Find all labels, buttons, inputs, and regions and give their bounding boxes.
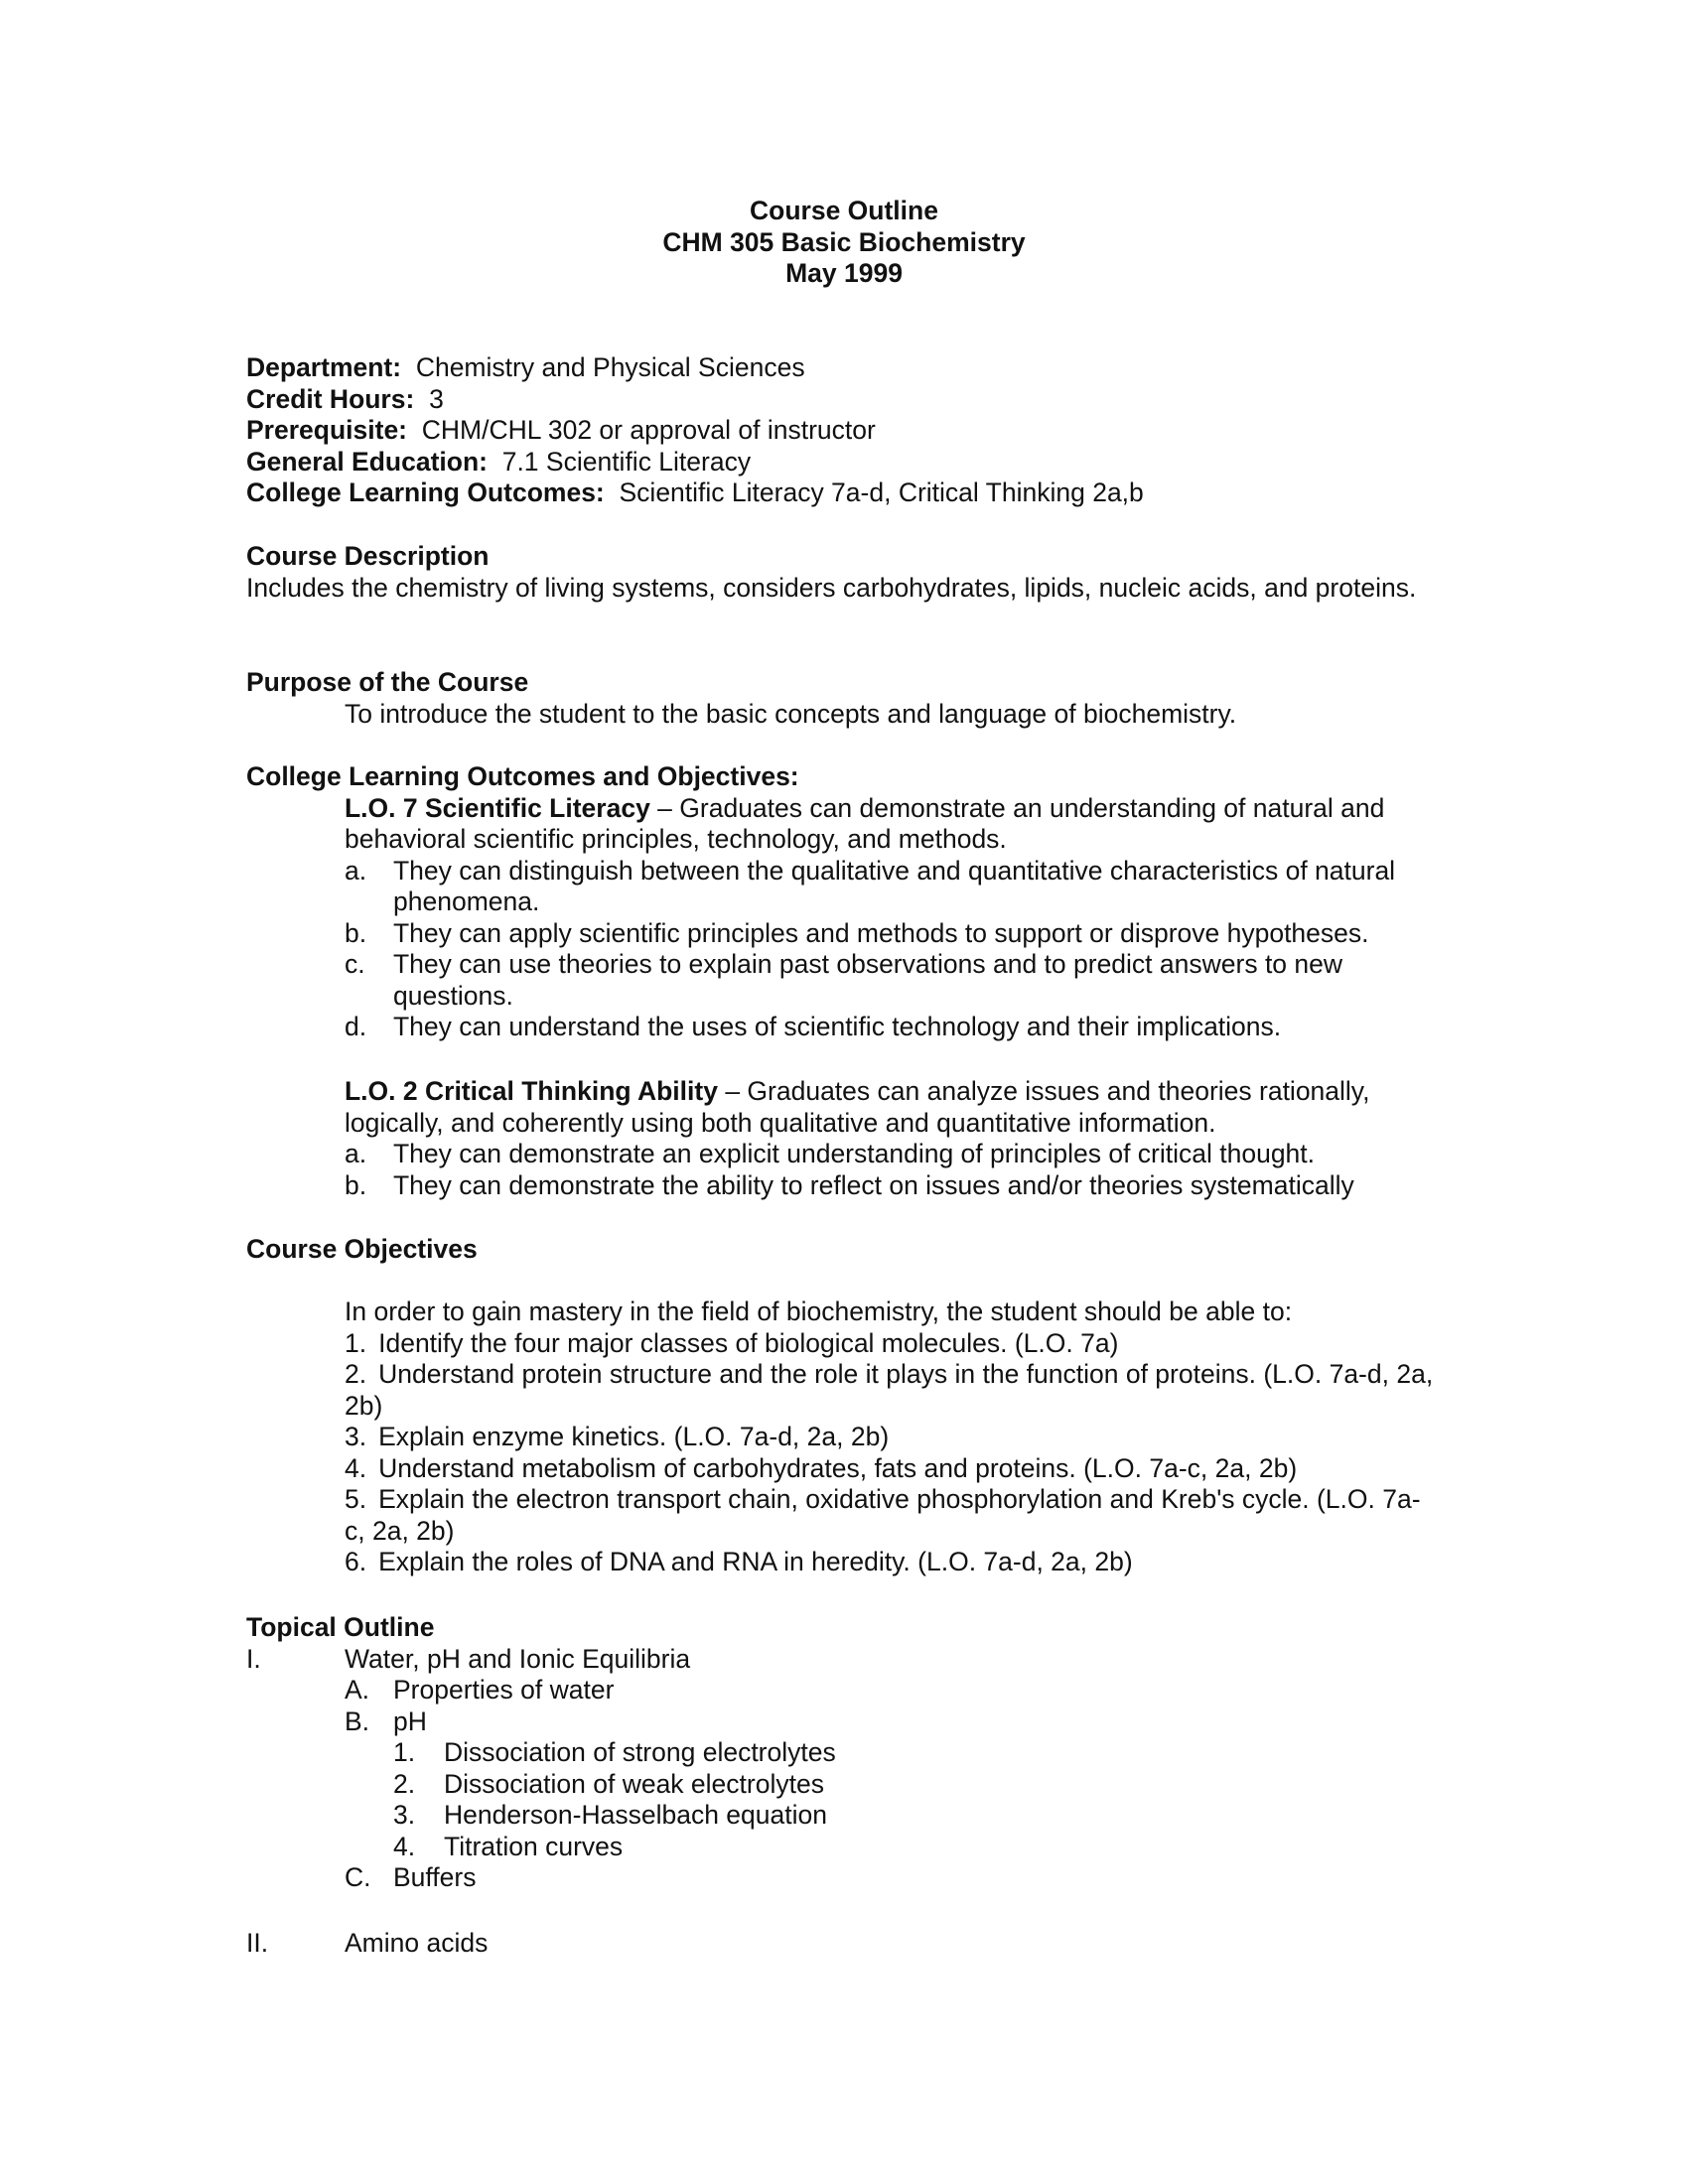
info-general-education: General Education: 7.1 Scientific Literacy (246, 446, 752, 477)
title-line: Course Outline (750, 196, 938, 225)
list-item: 4. Understand metabolism of carbohydrates, fats and proteins. (L.O. 7a-c, 2a, 2b) (345, 1452, 1298, 1483)
list-item: 6. Explain the roles of DNA and RNA in heredity. (L.O. 7a-d, 2a, 2b) (345, 1547, 1133, 1576)
outline-section: II. Amino acids (246, 1928, 489, 1958)
list-item: 1. Identify the four major classes of biological molecules. (L.O. 7a) (345, 1327, 1119, 1358)
list-item: 5. Explain the electron transport chain, oxidative phosphorylation and Kreb's cycle. (L.O. 7a-c, 2a, 2b) (345, 1484, 1421, 1546)
list-item: d. They can understand the uses of scientific technology and their implications. (345, 1012, 1282, 1041)
outline-item: C. Buffers (345, 1862, 477, 1892)
list-item: 3. Explain enzyme kinetics. (L.O. 7a-d, 2a, 2b) (345, 1422, 890, 1451)
info-credit-hours: Credit Hours: 3 (246, 383, 444, 414)
outline-item: B. pH (345, 1706, 427, 1736)
outline-item: A. Properties of water (345, 1675, 615, 1705)
date-line: May 1999 (785, 258, 903, 288)
section-heading: Purpose of the Course (246, 667, 529, 697)
document-title (0, 196, 1688, 290)
lo7-paragraph: L.O. 7 Scientific Literacy – Graduates can demonstrate an understanding of natural and behavioral scientific principles, technology, and methods. (345, 792, 1385, 854)
lo2-paragraph: L.O. 2 Critical Thinking Ability – Graduates can analyze issues and theories rationally, logically, and coherently using both qualitative and quantitative information. (345, 1076, 1370, 1138)
section-heading: Course Description (246, 541, 490, 571)
outline-section: I. Water, pH and Ionic Equilibria (246, 1643, 691, 1674)
section-heading: Course Objectives (246, 1234, 478, 1264)
purpose-text: To introduce the student to the basic concepts and language of biochemistry. (345, 698, 1237, 729)
outline-subitem: 4. Titration curves (393, 1831, 624, 1861)
course-objectives (246, 1234, 1438, 1266)
objectives-intro: In order to gain mastery in the field of biochemistry, the student should be able to: (345, 1297, 1293, 1326)
course-info (246, 352, 1438, 509)
outline-subitem: 3. Henderson-Hasselbach equation (393, 1800, 827, 1830)
list-item: a. They can demonstrate an explicit understanding of principles of critical thought. (345, 1139, 1316, 1168)
list-item: c. They can use theories to explain past observations and to predict answers to new questions. (345, 949, 1343, 1011)
section-heading: Topical Outline (246, 1612, 435, 1642)
info-prerequisite: Prerequisite: CHM/CHL 302 or approval of instructor (246, 415, 876, 445)
learning-outcomes (246, 761, 1438, 1043)
topical-outline (246, 1612, 1438, 1894)
section-heading: College Learning Outcomes and Objectives: (246, 761, 799, 791)
course-description (246, 541, 1438, 604)
outline-subitem: 1. Dissociation of strong electrolytes (393, 1737, 836, 1767)
list-item: a. They can distinguish between the qualitative and quantitative characteristics of natural phenomena. (345, 855, 1396, 916)
list-item: 2. Understand protein structure and the role it plays in the function of proteins. (L.O. 7a-d, 2a, 2b) (345, 1359, 1434, 1421)
description-text: Includes the chemistry of living systems, considers carbohydrates, lipids, nucleic acids, and proteins. (246, 572, 1417, 603)
outline-subitem: 2. Dissociation of weak electrolytes (393, 1768, 824, 1799)
lo2-block (246, 1076, 1438, 1201)
list-item: b. They can apply scientific principles and methods to support or disprove hypotheses. (345, 917, 1369, 948)
info-learning-outcomes: College Learning Outcomes: Scientific Literacy 7a-d, Critical Thinking 2a,b (246, 478, 1144, 507)
course-title: CHM 305 Basic Biochemistry (662, 226, 1026, 257)
list-item: b. They can demonstrate the ability to reflect on issues and/or theories systematically (345, 1169, 1354, 1200)
objectives-list (246, 1297, 1438, 1578)
course-purpose (246, 667, 1438, 730)
info-department: Department: Chemistry and Physical Sciences (246, 352, 805, 382)
outline-section-2 (246, 1928, 1438, 1960)
